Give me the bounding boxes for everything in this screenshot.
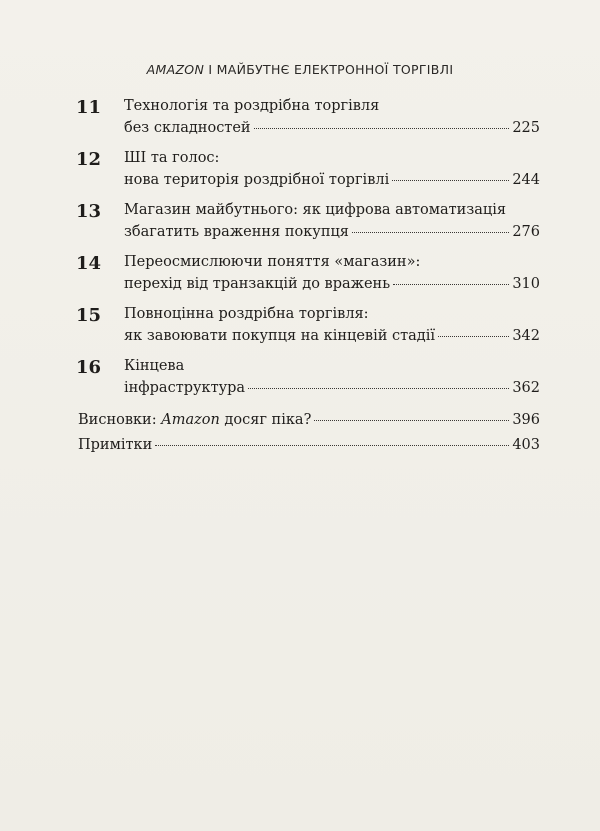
toc-entry-chapter-14[interactable] bbox=[0, 252, 600, 304]
toc-entry-chapter-16[interactable] bbox=[0, 356, 600, 408]
page-number: 396 bbox=[512, 412, 540, 428]
chapter-title-line2-row bbox=[124, 276, 540, 292]
chapter-title-line2: перехід від транзакцій до вражень bbox=[124, 276, 391, 292]
conclusions-brand: Amazon bbox=[161, 412, 220, 428]
chapter-title-line2: як завоювати покупця на кінцевій стадії bbox=[124, 328, 435, 344]
chapter-title-line1: ШІ та голос: bbox=[124, 150, 220, 166]
dot-leader bbox=[314, 420, 509, 421]
toc-entry-chapter-15[interactable] bbox=[0, 304, 600, 356]
toc-entry-chapter-11[interactable] bbox=[0, 96, 600, 148]
chapter-title-line1: Повноцінна роздрібна торгівля: bbox=[124, 306, 369, 322]
dot-leader bbox=[393, 284, 509, 285]
page-number: 342 bbox=[512, 328, 540, 344]
page-number: 244 bbox=[512, 172, 540, 188]
chapter-number: 14 bbox=[76, 253, 102, 274]
conclusions-suffix: досяг піка? bbox=[219, 412, 312, 428]
chapter-title-line1: Магазин майбутнього: як цифрова автоматизація bbox=[124, 202, 506, 218]
chapter-number: 11 bbox=[76, 97, 102, 118]
running-header bbox=[0, 62, 600, 77]
notes-title: Примітки bbox=[78, 437, 153, 453]
chapter-title-line2: без складностей bbox=[124, 120, 251, 136]
running-header-brand: AMAZON bbox=[146, 62, 205, 77]
chapter-number: 13 bbox=[76, 201, 102, 222]
conclusions-prefix: Висновки: bbox=[78, 412, 162, 428]
dot-leader bbox=[155, 445, 509, 446]
conclusions-title bbox=[78, 412, 311, 428]
chapter-title-line2-row bbox=[124, 172, 540, 188]
toc-entry-chapter-12[interactable] bbox=[0, 148, 600, 200]
page-number: 310 bbox=[512, 276, 540, 292]
chapter-number: 15 bbox=[76, 305, 102, 326]
chapter-title-line2-row bbox=[124, 120, 540, 136]
toc-entry-notes[interactable] bbox=[78, 437, 540, 453]
running-header-title: І МАЙБУТНЄ ЕЛЕКТРОННОЇ ТОРГІВЛІ bbox=[208, 62, 454, 77]
dot-leader bbox=[438, 336, 509, 337]
dot-leader bbox=[352, 232, 509, 233]
chapter-title-line2-row bbox=[124, 224, 540, 240]
dot-leader bbox=[254, 128, 510, 129]
dot-leader bbox=[248, 388, 509, 389]
chapter-title-line2-row bbox=[124, 328, 540, 344]
chapter-title-line2: нова територія роздрібної торгівлі bbox=[124, 172, 390, 188]
chapter-number: 12 bbox=[76, 149, 102, 170]
chapter-title-line2: інфраструктура bbox=[124, 380, 246, 396]
page-number: 276 bbox=[512, 224, 540, 240]
page-number: 225 bbox=[512, 120, 540, 136]
page-number: 362 bbox=[512, 380, 540, 396]
chapter-title-line1: Технологія та роздрібна торгівля bbox=[124, 98, 380, 114]
chapter-title-line2-row bbox=[124, 380, 540, 396]
page-number: 403 bbox=[512, 437, 540, 453]
chapter-title-line2: збагатить враження покупця bbox=[124, 224, 349, 240]
dot-leader bbox=[392, 180, 509, 181]
chapter-title-line1: Кінцева bbox=[124, 358, 185, 374]
chapter-title-line1: Переосмислюючи поняття «магазин»: bbox=[124, 254, 421, 270]
chapter-number: 16 bbox=[76, 357, 102, 378]
table-of-contents bbox=[0, 96, 600, 408]
toc-entry-conclusions[interactable] bbox=[78, 412, 540, 428]
toc-entry-chapter-13[interactable] bbox=[0, 200, 600, 252]
